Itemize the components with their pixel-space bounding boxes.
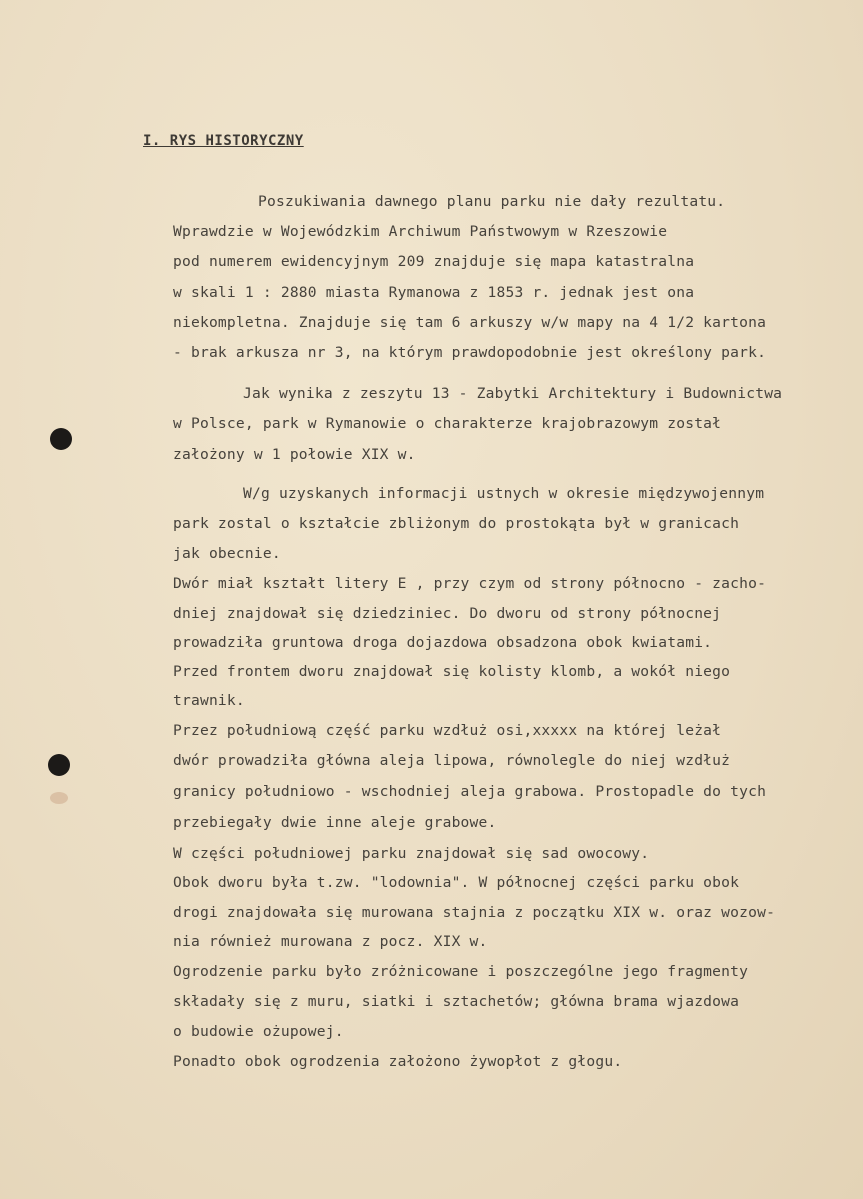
text-line: pod numerem ewidencyjnym 209 znajduje się mapa katastralna [173, 253, 695, 270]
text-line: niekompletna. Znajduje się tam 6 arkuszy w/w mapy na 4 1/2 kartona [173, 314, 767, 331]
punch-hole-bottom [48, 754, 70, 776]
paper-stain [50, 792, 68, 804]
text-line: Jak wynika z zeszytu 13 - Zabytki Architektury i Budownictwa [243, 385, 783, 402]
text-line: - brak arkusza nr 3, na którym prawdopodobnie jest określony park. [173, 344, 767, 361]
punch-hole-top [50, 428, 72, 450]
text-line: jak obecnie. [173, 545, 281, 562]
text-line: dniej znajdował się dziedziniec. Do dworu od strony północnej [173, 605, 722, 622]
text-line: Wprawdzie w Wojewódzkim Archiwum Państwowym w Rzeszowie [173, 223, 668, 240]
text-line: Ponadto obok ogrodzenia założono żywopłot z głogu. [173, 1053, 623, 1070]
text-line: dwór prowadziła główna aleja lipowa, równolegle do niej wzdłuż [173, 752, 731, 769]
text-line: w Polsce, park w Rymanowie o charakterze krajobrazowym został [173, 415, 722, 432]
text-line: Dwór miał kształt litery E , przy czym od strony północno - zacho- [173, 575, 767, 592]
text-line: trawnik. [173, 692, 245, 709]
text-line: Ogrodzenie parku było zróżnicowane i poszczególne jego fragmenty [173, 963, 749, 980]
text-line: składały się z muru, siatki i sztachetów; główna brama wjazdowa [173, 993, 740, 1010]
text-line: założony w 1 połowie XIX w. [173, 446, 416, 463]
text-line: przebiegały dwie inne aleje grabowe. [173, 814, 497, 831]
text-line: o budowie ożupowej. [173, 1023, 344, 1040]
text-line: W/g uzyskanych informacji ustnych w okresie międzywojennym [243, 485, 765, 502]
text-line: Przez południową część parku wzdłuż osi,xxxxx na której leżał [173, 722, 722, 739]
text-line: nia również murowana z pocz. XIX w. [173, 933, 488, 950]
text-line: granicy południowo - wschodniej aleja grabowa. Prostopadle do tych [173, 783, 767, 800]
text-line: park zostal o kształcie zbliżonym do prostokąta był w granicach [173, 515, 740, 532]
text-line: Przed frontem dworu znajdował się kolisty klomb, a wokół niego [173, 663, 731, 680]
text-line: Obok dworu była t.zw. "lodownia". W północnej części parku obok [173, 874, 740, 891]
text-line: prowadziła gruntowa droga dojazdowa obsadzona obok kwiatami. [173, 634, 713, 651]
text-line: Poszukiwania dawnego planu parku nie dały rezultatu. [258, 193, 726, 210]
text-line: w skali 1 : 2880 miasta Rymanowa z 1853 r. jednak jest ona [173, 284, 695, 301]
text-line: W części południowej parku znajdował się sad owocowy. [173, 845, 650, 862]
section-heading: I. RYS HISTORYCZNY [143, 133, 304, 149]
text-line: drogi znajdowała się murowana stajnia z początku XIX w. oraz wozow- [173, 904, 776, 921]
